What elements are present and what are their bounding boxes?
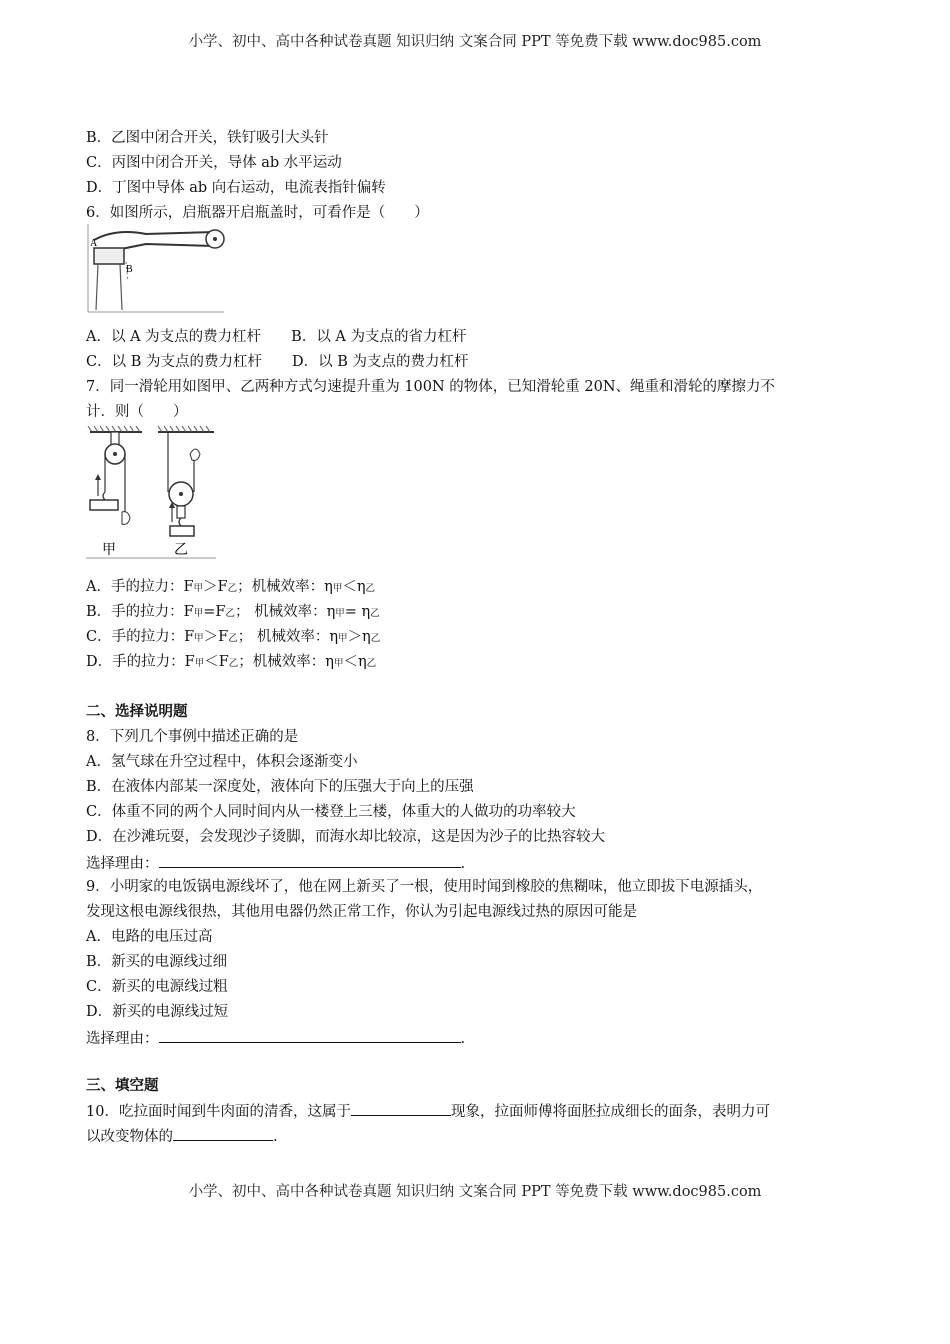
q6-options-row1 [86,327,467,347]
q7-stem-line2: 计．则（ ） [86,404,188,420]
pulley-figure [86,422,218,562]
bottle-opener-figure [86,222,226,314]
page-footer: 小学、初中、高中各种试卷真题 知识归纳 文案合同 PPT 等免费下载 www.doc985.com [188,1184,762,1200]
q7-option-c: C．手的拉力：F甲＞F乙； 机械效率：η甲＞η乙 [86,629,381,645]
opener-ring-center [213,237,217,241]
q5-option-b: B．乙图中闭合开关，铁钉吸引大头针 [86,130,329,146]
figure-label-jia: 甲 [102,542,116,558]
load-jia [90,500,118,510]
q6-stem: 6．如图所示，启瓶器开启瓶盖时，可看作是（ ） [86,205,429,221]
q8-option-c: C．体重不同的两个人同时间内从一楼登上三楼，体重大的人做功的功率较大 [86,804,576,820]
q9-stem-line1: 9．小明家的电饭锅电源线坏了，他在网上新买了一根，使用时闻到橡胶的焦糊味，他立即拔下电源插头， [86,879,763,895]
load-yi [170,526,194,536]
page-header: 小学、初中、高中各种试卷真题 知识归纳 文案合同 PPT 等免费下载 www.doc985.com [188,34,762,50]
q6-option-a: A．以 A 为支点的费力杠杆 [86,329,262,345]
section2-title: 二、选择说明题 [86,703,188,720]
q10-line1: 10．吃拉面时闻到牛肉面的清香，这属于 现象，拉面师傅将面胚拉成细长的面条，表明力可 [86,1100,770,1122]
q10-blank-2[interactable] [173,1125,273,1141]
q6-option-c: C．以 B 为支点的费力杠杆 [86,354,262,370]
q8-option-d: D．在沙滩玩耍，会发现沙子烫脚，而海水却比较凉，这是因为沙子的比热容较大 [86,829,606,845]
q9-stem-line2: 发现这根电源线很热，其他用电器仍然正常工作，你认为引起电源线过热的原因可能是 [86,904,637,920]
q7-stem-line1: 7．同一滑轮用如图甲、乙两种方式匀速提升重为 100N 的物体，已知滑轮重 20N、绳重和滑轮的摩擦力不 [86,379,776,395]
bottle-cap [94,248,124,264]
q9-reason: 选择理由： . [86,1027,465,1049]
bottle-neck-left [96,264,98,310]
figure-label-b: B [126,264,133,275]
figure-label-a: A [90,238,98,249]
q7-option-b: B．手的拉力：F甲=F乙； 机械效率：η甲= η乙 [86,604,380,620]
q8-stem: 8．下列几个事例中描述正确的是 [86,729,299,745]
q6-option-b: B．以 A 为支点的省力杠杆 [291,329,467,345]
q8-option-b: B．在液体内部某一深度处，液体向下的压强大于向上的压强 [86,779,474,795]
q9-option-a: A．电路的电压过高 [86,929,213,945]
q6-option-d: D．以 B 为支点的费力杠杆 [291,354,469,370]
q10-blank-1[interactable] [351,1100,451,1116]
q8-option-a: A．氢气球在升空过程中，体积会逐渐变小 [86,754,358,770]
q9-option-b: B．新买的电源线过细 [86,954,228,970]
q9-reason-blank[interactable] [159,1027,461,1043]
q8-reason-blank[interactable] [159,852,461,868]
q5-option-d: D．丁图中导体 ab 向右运动，电流表指针偏转 [86,180,386,196]
q7-option-d: D．手的拉力：F甲＜F乙；机械效率：η甲＜η乙 [86,654,377,670]
q7-option-a: A．手的拉力：F甲＞F乙；机械效率：η甲＜η乙 [86,579,376,595]
q9-option-d: D．新买的电源线过短 [86,1004,229,1020]
q5-option-c: C．丙图中闭合开关，导体 ab 水平运动 [86,155,342,171]
section3-title: 三、填空题 [86,1077,159,1094]
q6-options-row2 [86,352,468,372]
opener-handle-top [94,232,214,240]
q10-line2: 以改变物体的 . [86,1125,278,1147]
q8-reason: 选择理由： . [86,852,465,874]
q9-option-c: C．新买的电源线过粗 [86,979,228,995]
figure-label-yi: 乙 [174,542,188,558]
bottle-neck-right [120,264,122,310]
